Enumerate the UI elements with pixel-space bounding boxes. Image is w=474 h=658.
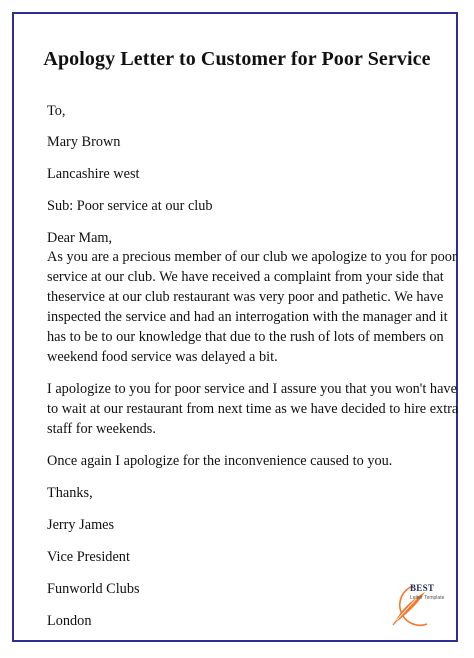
paragraph-line: theservice at our club restaurant was very poor and pathetic. We have xyxy=(47,289,444,305)
paragraph-line: staff for weekends. xyxy=(47,421,156,437)
recipient-address: Lancashire west xyxy=(47,166,140,182)
paragraph-line: has to be to our knowledge that due to the rush of lots of members on xyxy=(47,329,444,345)
recipient-name: Mary Brown xyxy=(47,134,121,150)
logo-text: BEST xyxy=(410,583,435,593)
paragraph-line: inspected the service and had an interrogation with the manager and it xyxy=(47,309,448,325)
paragraph-line: I apologize to you for poor service and I assure you that you won't have xyxy=(47,381,457,397)
brand-logo xyxy=(385,580,449,632)
closing: Thanks, xyxy=(47,485,93,501)
sender-title: Vice President xyxy=(47,549,130,565)
paragraph-line: service at our club. We have received a complaint from your side that xyxy=(47,269,444,285)
to-line: To, xyxy=(47,103,66,119)
sender-company: Funworld Clubs xyxy=(47,581,140,597)
letter-title: Apology Letter to Customer for Poor Service xyxy=(43,48,431,70)
paragraph-line: As you are a precious member of our club we apologize to you for poor xyxy=(47,249,457,265)
paragraph-line: to wait at our restaurant from next time as we have decided to hire extra xyxy=(47,401,459,417)
subject-line: Sub: Poor service at our club xyxy=(47,198,213,214)
salutation: Dear Mam, xyxy=(47,230,113,246)
logo-tagline: Letter Template xyxy=(410,595,445,601)
sender-name: Jerry James xyxy=(47,517,115,533)
paragraph-3: Once again I apologize for the inconvenience caused to you. xyxy=(47,453,393,469)
sender-city: London xyxy=(47,613,92,629)
paragraph-line: weekend food service was delayed a bit. xyxy=(47,349,278,365)
